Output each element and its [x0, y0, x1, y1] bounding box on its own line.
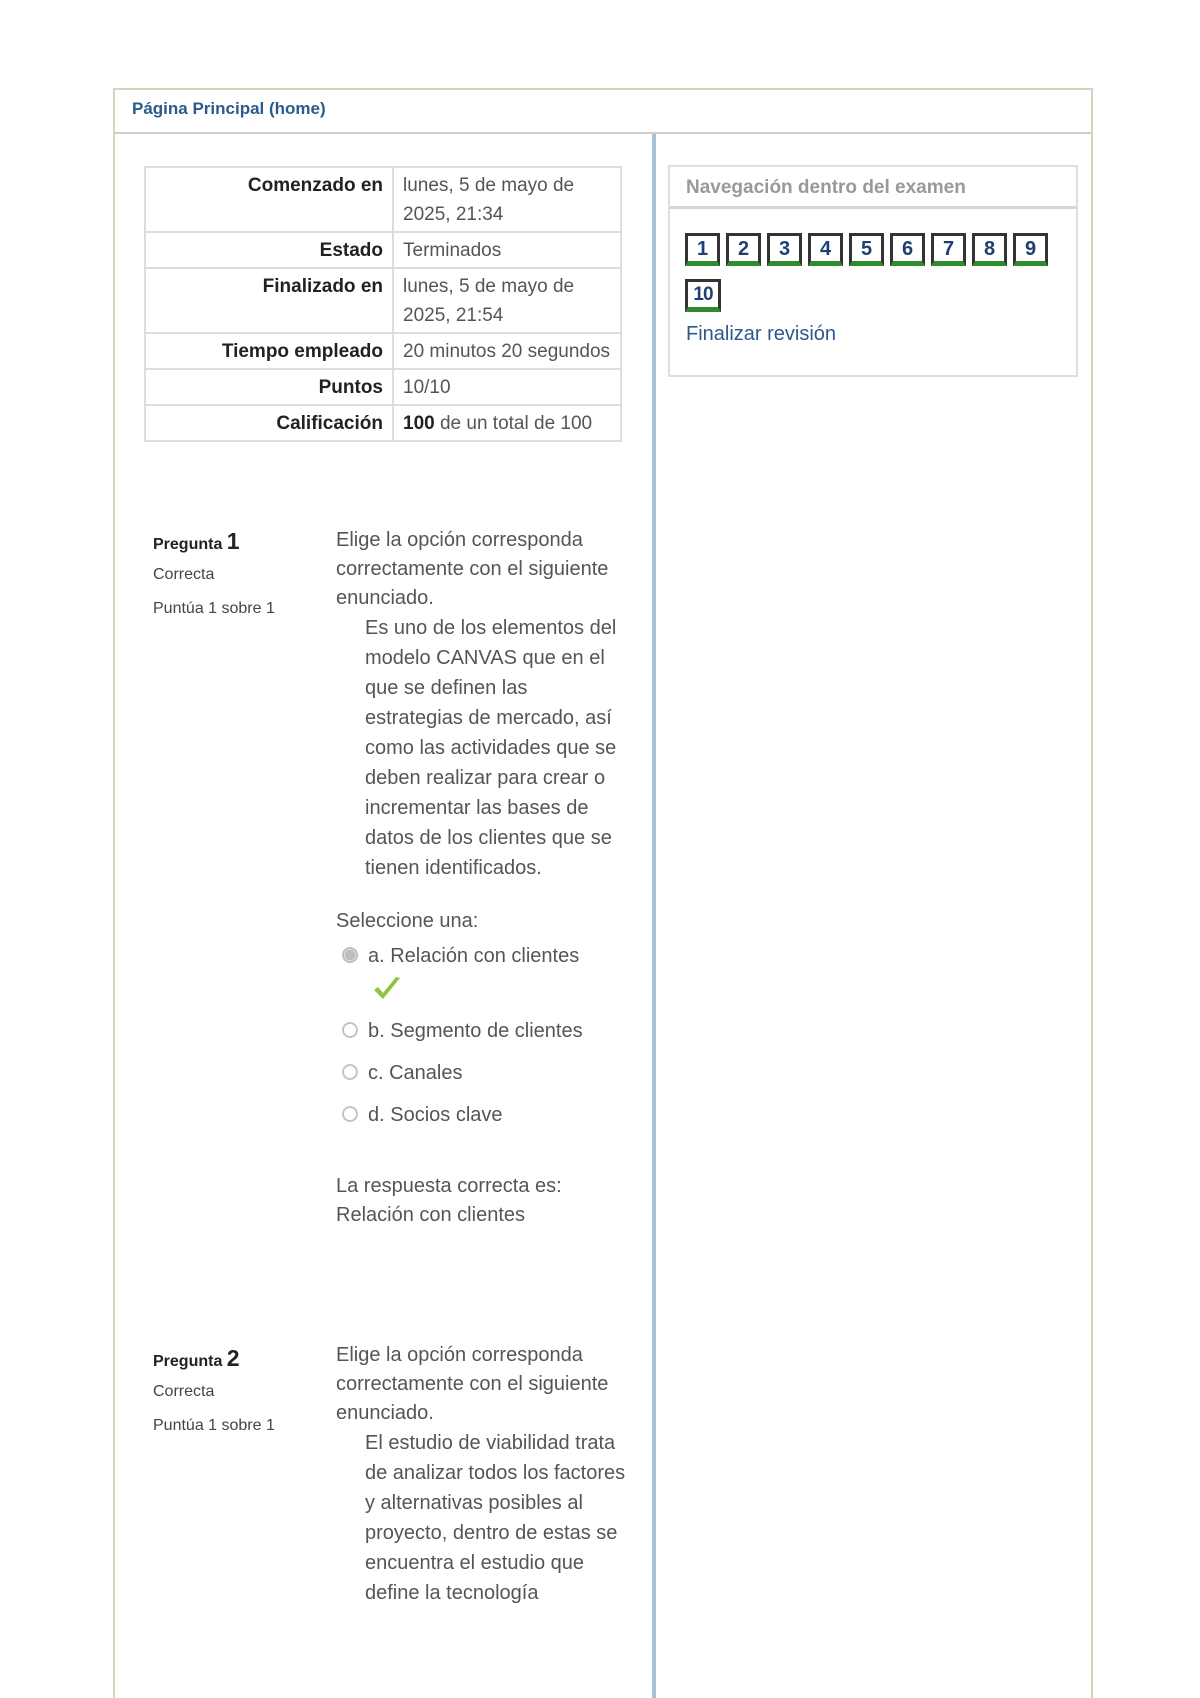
- question-1-body: [336, 526, 626, 1230]
- question-score: Puntúa 1 sobre 1: [153, 600, 275, 617]
- quiz-navigation-title: Navegación dentro del examen: [670, 167, 1076, 209]
- question-prompt: Elige la opción corresponda correctamente con el siguiente enunciado.: [336, 529, 609, 609]
- summary-label: Calificación: [145, 405, 393, 441]
- home-link[interactable]: Página Principal (home): [132, 99, 326, 118]
- question-number: 1: [226, 528, 240, 554]
- summary-row-points: [145, 369, 621, 405]
- radio-button[interactable]: [342, 1064, 358, 1080]
- grade-value: 100: [403, 413, 435, 434]
- question-title: [153, 1345, 313, 1372]
- answer-option-d[interactable]: [342, 1101, 626, 1130]
- select-label: Seleccione una:: [336, 910, 479, 932]
- question-title-prefix: Pregunta: [153, 536, 223, 553]
- nav-button-question-2[interactable]: 2: [726, 233, 761, 266]
- quiz-navigation-block: [668, 165, 1078, 377]
- column-divider: [652, 134, 656, 1698]
- question-status: Correcta: [153, 1383, 215, 1400]
- summary-value: Terminados: [393, 232, 621, 268]
- nav-button-question-6[interactable]: 6: [890, 233, 925, 266]
- nav-button-question-7[interactable]: 7: [931, 233, 966, 266]
- radio-button-selected[interactable]: [342, 947, 358, 963]
- question-2-body: [336, 1341, 626, 1608]
- nav-button-question-3[interactable]: 3: [767, 233, 802, 266]
- summary-label: Finalizado en: [145, 268, 393, 333]
- radio-button[interactable]: [342, 1022, 358, 1038]
- summary-value: 20 minutos 20 segundos: [393, 333, 621, 369]
- question-2-info: [153, 1345, 313, 1436]
- summary-row-grade: [145, 405, 621, 441]
- summary-row-started: [145, 167, 621, 232]
- question-statement: El estudio de viabilidad trata de analizar todos los factores y alternativas posibles al proyecto, dentro de estas se encuentra el estudio que define la tecnología: [365, 1432, 626, 1604]
- finish-review-link[interactable]: Finalizar revisión: [686, 323, 837, 345]
- nav-button-question-9[interactable]: 9: [1013, 233, 1048, 266]
- question-prompt: Elige la opción corresponda correctamente con el siguiente enunciado.: [336, 1344, 609, 1424]
- summary-row-state: [145, 232, 621, 268]
- checkmark-icon: [372, 975, 626, 1003]
- summary-value: lunes, 5 de mayo de 2025, 21:34: [393, 167, 621, 232]
- option-label: c. Canales: [368, 1062, 463, 1084]
- option-label: b. Segmento de clientes: [368, 1020, 583, 1042]
- question-title-prefix: Pregunta: [153, 1353, 223, 1370]
- radio-button[interactable]: [342, 1106, 358, 1122]
- correct-answer-feedback: La respuesta correcta es: Relación con clientes: [336, 1175, 562, 1226]
- summary-row-time-taken: [145, 333, 621, 369]
- breadcrumb-bar: [115, 90, 1091, 134]
- summary-label: Comenzado en: [145, 167, 393, 232]
- nav-button-question-5[interactable]: 5: [849, 233, 884, 266]
- summary-row-finished: [145, 268, 621, 333]
- question-1-info: [153, 528, 313, 619]
- option-label: a. Relación con clientes: [368, 945, 580, 967]
- question-status: Correcta: [153, 566, 215, 583]
- summary-label: Puntos: [145, 369, 393, 405]
- answer-option-c[interactable]: [342, 1059, 626, 1088]
- question-number: 2: [226, 1345, 240, 1371]
- answer-option-a[interactable]: [342, 942, 626, 971]
- question-statement: Es uno de los elementos del modelo CANVAS que en el que se definen las estrategias de mercado, así como las actividades que se deben realizar para crear o incrementar las bases de datos de los clientes que se tienen identificados.: [365, 617, 617, 879]
- option-label: d. Socios clave: [368, 1104, 503, 1126]
- summary-value: [393, 405, 621, 441]
- summary-label: Tiempo empleado: [145, 333, 393, 369]
- nav-button-question-4[interactable]: 4: [808, 233, 843, 266]
- summary-label: Estado: [145, 232, 393, 268]
- summary-value: 10/10: [393, 369, 621, 405]
- nav-button-question-1[interactable]: 1: [685, 233, 720, 266]
- answer-option-b[interactable]: [342, 1017, 626, 1046]
- question-title: [153, 528, 313, 555]
- attempt-summary-table: [144, 166, 622, 442]
- nav-button-question-8[interactable]: 8: [972, 233, 1007, 266]
- grade-total: de un total de 100: [434, 413, 593, 434]
- nav-button-question-10[interactable]: 10: [685, 279, 721, 312]
- question-score: Puntúa 1 sobre 1: [153, 1417, 275, 1434]
- summary-value: lunes, 5 de mayo de 2025, 21:54: [393, 268, 621, 333]
